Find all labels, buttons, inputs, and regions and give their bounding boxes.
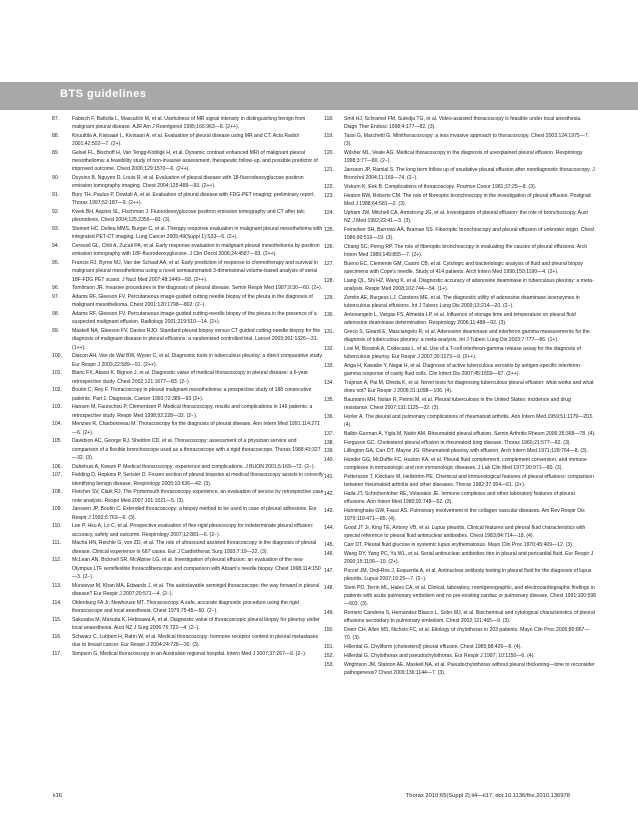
reference-number: 117. bbox=[52, 650, 62, 657]
reference-item bbox=[52, 599, 324, 615]
reference-text: Diacon AH, Van de Wal BW, Wyser C, et al. Diagnostic tools in tuberculous pleurisy: a direct comparative study. Eur Respir J 2003;22:589—91. (2++). bbox=[72, 353, 323, 368]
reference-number: 124. bbox=[324, 209, 334, 216]
reference-text: Janssen JP, Boutin C. Extended thoracoscopy: a biopsy method to be used in case of pleural adhesions. Eur Respir J 1992;5:763—6. (3). bbox=[72, 506, 317, 521]
reference-text: Ceresoli GL, Chiti A, Zucali PA, et al. Early response evaluation in malignant pleural mesothelioma by positron emission tomography with 18F-fluorodeoxyglucose. J Clin Oncol 2006;24:4587—93. (2++). bbox=[72, 243, 320, 258]
reference-item bbox=[324, 115, 596, 131]
reference-item bbox=[324, 413, 596, 429]
reference-text: McLean AN, Bicknell SR, McAlpine LG, et al. Investigation of pleural effusion: an evaluation of the new Olympus LTF semiflexible thoracofiberscope and comparison with Abram's needle biopsy. Chest 1998;114:150—3. (2−). bbox=[72, 557, 321, 580]
reference-number: 136. bbox=[324, 413, 334, 420]
reference-text: Oldenburg FA Jr, Newhouse MT. Thoracoscopy. A safe, accurate diagnostic procedure using the rigid thoracoscope and local anesthesia. Chest 1979;75:45—50. (2−). bbox=[72, 599, 299, 614]
reference-item bbox=[324, 132, 596, 148]
reference-item bbox=[324, 328, 596, 344]
reference-text: Greco S, Girardi E, Masciangelo R, et al. Adenosine deaminase and interferon gamma measurements for the diagnosis of tuberculous pleurisy: a meta-analysis. Int J Tuberc Lung Dis 2003;7:777—86. (1+). bbox=[344, 328, 590, 343]
references-column-left bbox=[52, 115, 324, 658]
reference-number: 153. bbox=[324, 661, 334, 668]
reference-text: Sakuraba M, Masuda K, Hebisawa A, et al. Diagnostic value of thoracoscopic pleural biopsy for pleurisy under local anaesthesia. Aust NZ J Surg 2006;76:722—4. (2−). bbox=[72, 616, 320, 631]
reference-number: 87. bbox=[52, 116, 60, 122]
reference-item bbox=[324, 524, 596, 540]
reference-number: 88. bbox=[52, 133, 60, 139]
reference-text: Boutin C, Rey F. Thoracoscopy in pleural malignant mesothelioma: a prospective study of 188 consecutive patients. Part 1: Diagnosis. Cancer 1993;72:389—93 (2+). bbox=[72, 387, 312, 402]
reference-text: Kwek BH, Aquino SL, Fischman J. Fluorodeoxyglucose positron emission tomography and CT after talc pleurodesis. Chest 2004;125:2356—60. (3). bbox=[72, 209, 305, 224]
reference-text: Good JT Jr, King TE, Antony VB, et al. Lupus pleuritis. Clinical features and pleural fluid characteristics with special reference to pleural fluid antinuclear antibodies. Chest 1983;84:714—18. (4). bbox=[344, 525, 586, 540]
reference-item bbox=[324, 439, 596, 447]
reference-text: Viskum K, Enk B. Complications of thoracoscopy. Poumon Coeur 1981;37:25—8. (3). bbox=[344, 184, 537, 190]
reference-number: 102. bbox=[52, 387, 62, 394]
reference-text: Liang QL, Shi HZ, Wang K, et al. Diagnostic accuracy of adenosine deaminase in tuberculous pleurisy: a meta-analysis. Respir Med 2008;102:744—54. (1+). bbox=[344, 277, 594, 292]
reference-number: 133. bbox=[324, 362, 334, 369]
reference-text: Fielding D, Hopkins P, Serisier D. Frozen section of pleural biopsies at medical thoracoscopy assists in correctly identifying benign disease. Respirology 2005;10:636—42. (3). bbox=[72, 472, 324, 487]
reference-text: Carr DT. Pleural fluid glucose in systemic lupus erythematosus. Mayo Clin Proc 1970;45:409—12. (3). bbox=[344, 542, 574, 549]
reference-number: 142. bbox=[324, 491, 334, 498]
reference-number: 114. bbox=[52, 599, 62, 606]
reference-item bbox=[52, 488, 324, 504]
reference-number: 110. bbox=[52, 523, 62, 530]
reference-item bbox=[52, 420, 324, 436]
section-header-bar bbox=[0, 82, 638, 110]
reference-text: Bueno EC, Clemente GM, Castro CB, et al. Cytologic and bacteriologic analysis of fluid and pleural biopsy specimens with Cope's needle. Study of 414 patients. Arch Intern Med 1990;150:1190—4. (2+). bbox=[344, 260, 583, 275]
reference-item bbox=[324, 473, 596, 489]
reference-number: 97. bbox=[52, 294, 60, 301]
reference-item bbox=[52, 539, 324, 555]
reference-item bbox=[324, 396, 596, 412]
reference-text: Romero Candeira S, Hernandez Blasco L, Soler MJ, et al. Biochemical and cytological characteristics of pleural effusions secondary to pulmonary embolism. Chest 2002;121:465—9. (3). bbox=[344, 610, 595, 625]
reference-number: 147. bbox=[324, 567, 334, 574]
reference-item bbox=[324, 507, 596, 523]
reference-number: 130. bbox=[324, 311, 334, 318]
reference-item bbox=[52, 633, 324, 649]
reference-item bbox=[52, 463, 324, 471]
reference-number: 132. bbox=[324, 345, 334, 352]
reference-number: 146. bbox=[324, 550, 334, 557]
reference-text: Tassi G, Marchetti G. Minithoracoscopy: a less invasive approach to thoracoscopy. Chest 2003;124:1975—7. (3). bbox=[344, 133, 590, 148]
reference-text: Hillerdal G. Chylothorax and pseudochylothorax. Eur Respir J 1997; 10:1150—6. (4). bbox=[344, 652, 535, 659]
reference-text: Knuuttila A, Kivisaari L, Kivisaari A, et al. Evaluation of pleural disease using MR and CT. Acta Radiol 2001;42:502—7. (2+). bbox=[72, 133, 299, 148]
reference-number: 122. bbox=[324, 184, 334, 190]
reference-number: 94. bbox=[52, 243, 60, 250]
reference-number: 150. bbox=[324, 627, 334, 634]
reference-number: 143. bbox=[324, 508, 334, 515]
reference-item bbox=[52, 284, 324, 292]
reference-text: Hansen M, Faurschou P, Clementsen P. Medical thoracoscopy, results and complications in 146 patients: a retrospective study. Respir Med 1998;92:228—32. (2−). bbox=[72, 404, 313, 419]
reference-item bbox=[324, 345, 596, 361]
reference-text: Maskell NA, Gleeson FV, Davies RJO. Standard pleural biopsy versus CT guided cutting-needle biopsy for the diagnosis of malignant disease in pleural effusions: a randomised controlled trial. Lancet 2003;361:1326—31. (1++). bbox=[72, 328, 321, 351]
reference-item bbox=[52, 149, 324, 174]
reference-number: 141. bbox=[324, 474, 334, 481]
reference-number: 135. bbox=[324, 396, 334, 403]
reference-item bbox=[324, 379, 596, 395]
reference-item bbox=[52, 115, 324, 131]
reference-number: 128. bbox=[324, 277, 334, 284]
reference-text: Hillerdal G. Chyliform (cholesterol) pleural effusion. Chest 1985;88:426—8. (4). bbox=[344, 644, 522, 651]
reference-number: 151. bbox=[324, 644, 334, 651]
reference-number: 93. bbox=[52, 226, 60, 233]
reference-item bbox=[324, 447, 596, 455]
reference-item bbox=[324, 456, 596, 472]
reference-number: 104. bbox=[52, 421, 62, 428]
reference-item bbox=[52, 259, 324, 284]
reference-number: 138. bbox=[324, 439, 334, 446]
reference-text: Gelsel FL, Bischoff H, Van Tengg-Kobligk H, et al. Dynamic contrast enhanced MRI of malignant pleural mesothelioma: a feasibility study of non-invasive assessment, therapeutic follow-up, and possible predictor of improved outcome. Chest 2006;129:1570—6. (2++). bbox=[72, 150, 318, 173]
reference-number: 112. bbox=[52, 557, 62, 564]
reference-item bbox=[324, 626, 596, 642]
reference-text: Stein PD, Terrin ML, Hales CA, et al. Clinical, laboratory, roentgenographic, and electrocardiographic findings in patients with acute pulmonary embolism and no pre-existing cardiac or pulmonary disease. Chest 1991;100:598—603. (3). bbox=[344, 584, 596, 608]
reference-number: 89. bbox=[52, 150, 60, 156]
section-title: BTS guidelines bbox=[60, 88, 147, 100]
reference-item bbox=[52, 471, 324, 487]
reference-number: 127. bbox=[324, 260, 334, 267]
page-number: ii16 bbox=[53, 793, 63, 799]
reference-number: 129. bbox=[324, 294, 334, 301]
reference-number: 121. bbox=[324, 167, 334, 173]
reference-text: Pettersson T, Klockars M, Hellström PE. Chemical and immunological features of pleural effusions: comparison between rheumatoid arthritis and other diseases. Thorax 1982;37:354—61. (2+). bbox=[344, 474, 594, 489]
reference-text: Menzies R, Charbonneau M. Thoracoscopy for the diagnosis of pleural disease. Ann Intern Med 1991;114:271—6. (2+). bbox=[72, 421, 320, 436]
reference-item bbox=[52, 582, 324, 598]
reference-text: Blanc FX, Atassi K, Bignon J, et al. Diagnostic value of medical thoracoscopy in pleural disease: a 6-year retrospective study. Chest 2002;121:1677—83. (2−). bbox=[72, 370, 309, 385]
reference-text: Steinert HC, Dellea MMS, Burger C, et al. Therapy response evaluation in malignant pleural mesothelioma with integrated PET-CT imaging. Lung Cancer 2005;49(Suppl 1):S33—5. (2+). bbox=[72, 226, 323, 241]
reference-item bbox=[324, 643, 596, 651]
reference-number: 113. bbox=[52, 582, 62, 589]
reference-item bbox=[324, 567, 596, 583]
reference-item bbox=[52, 650, 324, 658]
reference-item bbox=[52, 369, 324, 385]
reference-text: Upham JW, Mitchell CA, Armstrong JG, et al. Investigation of pleural effusion: the role of bronchoscopy. Aust NZ J Med 1992;22:41—3. (3). bbox=[344, 209, 588, 224]
reference-text: Wrightson JM, Stanton AE, Maskell NA, et al. Pseudochylothorax without pleural thickening—time to reconsider pathogenesis? Chest 2009;136:1144—7. (3). bbox=[344, 661, 595, 676]
reference-item bbox=[52, 437, 324, 462]
reference-text: Ariga H, Kawabe Y, Nagai H, et al. Diagnosis of active tuberculous serositis by antigen-specific interferon-gamma response of cavity fluid cells. Clin Infect Dis 2007;45:1559—67. (2++). bbox=[344, 362, 582, 377]
reference-number: 95. bbox=[52, 260, 60, 267]
reference-text: Francis RJ, Byrne MJ, Van der Schaaf AA, et al. Early prediction of response to chemotherapy and survival in malignant pleural mesothelioma using a novel semiautomated 3-dimensional volume-based analysis of serial 18F-FDG PET scans. J Nucl Med 2007;48:1449—58. (2++). bbox=[72, 260, 318, 283]
reference-text: Dubehuis A, Kwezé P. Medical thoracoscopy: experience and complications. J BUON 2001;5:169—72. (2−). bbox=[72, 463, 315, 470]
reference-item bbox=[52, 522, 324, 538]
reference-item bbox=[52, 352, 324, 368]
reference-number: 140. bbox=[324, 457, 334, 464]
reference-text: Smit HJ, Schramel FM, Sutedja TG, et al. Video-assisted thoracoscopy is feasible under local anesthesia. Diagn Ther Endosc 1998;4:177—82. (3). bbox=[344, 116, 582, 131]
reference-text: Antonangelo L, Vargas FS, Almeida LP, et al. Influence of storage time and temperature on pleural fluid adenosine deaminase determination. Respirology 2006;11:488—92. (3). bbox=[344, 311, 576, 326]
reference-number: 123. bbox=[324, 192, 334, 199]
reference-text: Adams RF, Gleeson FV. Percutaneous image-guided cutting needle biopsy of the pleura in the diagnosis of malignant mesothelioma. Chest 2001;120:1798—802. (2−). bbox=[72, 294, 313, 309]
reference-number: 149. bbox=[324, 610, 334, 617]
reference-text: Feinsilver SH, Barrows AA, Braman SS. Fiberoptic bronchoscopy and pleural effusion of unknown origin. Chest 1986;90:516—19. (3). bbox=[344, 226, 595, 241]
reference-item bbox=[324, 243, 596, 259]
reference-text: Balbir-Gurman A, Yigla M, Nahir AM. Rheumatoid pleural effusion. Semin Arthritis Rheum 2006;35:368—78. (4). bbox=[344, 430, 596, 437]
reference-item bbox=[52, 310, 324, 326]
reference-number: 131. bbox=[324, 328, 334, 335]
reference-item bbox=[52, 242, 324, 258]
reference-text: Fletcher SV, Clark RJ. The Portsmouth thoracoscopy experience, an evaluation of service by retrospective case note analysis. Respir Med 2007;101:1021—5. (3). bbox=[72, 489, 324, 504]
reference-item bbox=[324, 661, 596, 677]
reference-number: 91. bbox=[52, 192, 60, 199]
reference-item bbox=[324, 584, 596, 609]
reference-number: 152. bbox=[324, 652, 334, 659]
reference-text: Hunninghake GW, Fauci AS. Pulmonary involvement in the collagen vascular diseases. Am Rev Respir Dis 1979;119:471—85. (4). bbox=[344, 508, 585, 523]
reference-item bbox=[52, 208, 324, 224]
reference-item bbox=[52, 386, 324, 402]
reference-text: Doerr CH, Allen MS, Nichols FC, et al. Etiology of chylothorax in 203 patients. Mayo Clin Proc 2005;80:867—70. (3). bbox=[344, 627, 590, 642]
reference-item bbox=[324, 490, 596, 506]
reference-number: 115. bbox=[52, 616, 62, 623]
reference-text: Baumann MH, Nolan R, Petrini M, et al. Pleural tuberculosis in the United States: incidence and drug resistance. Chest 2007;131:1125—32. (3). bbox=[344, 396, 571, 411]
reference-number: 120. bbox=[324, 150, 334, 156]
reference-item bbox=[324, 149, 596, 165]
reference-item bbox=[324, 430, 596, 438]
reference-text: Macha HN, Reichle G, von ZD, et al. The role of ultrasound assisted thoracoscopy in the diagnosis of pleural disease. Clinical experience in 687 cases. Eur J Cardiothorac Surg 1993;7:19—22. (3). bbox=[72, 540, 317, 555]
reference-text: Schwarz C, Lubbert H, Rahn W, et al. Medical thoracoscopy: hormone receptor content in pleural metastases due to breast cancer. Eur Respir J 2004;24:728—30. (3). bbox=[72, 633, 319, 648]
reference-text: Jansson JP, Ramlal S. The long term follow up of exudative pleural effusion after nondiagnostic thoracoscopy. J Bronchol 2004;11:169—74. (2−). bbox=[344, 167, 595, 182]
reference-number: 108. bbox=[52, 489, 62, 496]
reference-number: 134. bbox=[324, 379, 334, 386]
reference-text: Halla JT, Schrohenloher RE, Volanakis JE. Immune complexes and other laboratory features of pleural effusions. Ann Intern Med 1980;92:748—52. (3). bbox=[344, 491, 575, 506]
reference-item bbox=[324, 183, 596, 191]
reference-item bbox=[324, 609, 596, 625]
reference-text: Wang DY, Yang PC, Yu WL, et al. Serial antinuclear antibodies titre in pleural and pericardial fluid. Eur Respir J 2000;15:1106—10. (2+). bbox=[344, 550, 594, 566]
reference-text: Tomlinson JR. Invasive procedures in the diagnosis of pleural disease. Semin Respir Med 1987;9:30—60. (2+). bbox=[72, 285, 323, 292]
reference-number: 98. bbox=[52, 311, 60, 318]
reference-item bbox=[324, 311, 596, 327]
reference-item bbox=[324, 226, 596, 242]
reference-number: 144. bbox=[324, 525, 334, 532]
reference-number: 106. bbox=[52, 463, 62, 470]
reference-item bbox=[324, 166, 596, 182]
reference-text: Fabisch F, Battolla L, Mascalchi M, et al. Usefulness of MR signal intensity in distinguishing benign from malignant pleural disease. AJR Am J Roentgenol 1995;166:963—8. (2++). bbox=[72, 116, 306, 131]
reference-number: 126. bbox=[324, 243, 334, 250]
reference-number: 111. bbox=[52, 540, 62, 547]
reference-item bbox=[324, 294, 596, 310]
reference-item bbox=[52, 191, 324, 207]
reference-text: Lillington GA, Carr DT, Mayne JG. Rheumatoid pleurisy with effusion. Arch Intern Med 1971;128:764—8. (3). bbox=[344, 448, 588, 455]
reference-number: 99. bbox=[52, 328, 60, 335]
reference-text: Simpson G. Medical thoracoscopy in an Australian regional hospital. Intern Med J 2007;37:267—9. (2−). bbox=[72, 650, 307, 657]
reference-item bbox=[52, 225, 324, 241]
reference-text: Heaton RW, Roberts CM. The role of fibreoptic bronchoscopy in the investigation of pleural effusion. Postgrad Med J 1988;64:581—2. (3). bbox=[344, 192, 591, 207]
reference-text: Trajman A, Pai M, Dheda K, et al. Novel tests for diagnosing tuberculous pleural effusion: what works and what does not? Eur Respir J 2008;31:1098—106. (4). bbox=[344, 379, 594, 394]
reference-number: 101. bbox=[52, 370, 62, 377]
reference-number: 145. bbox=[324, 542, 334, 549]
reference-number: 139. bbox=[324, 448, 334, 455]
reference-item bbox=[324, 192, 596, 208]
reference-text: Davidson AC, George RJ, Sheldon CD, et al. Thoracoscopy: assessment of a physician service and comparison of a flexible bronchoscope used as a thoracoscope with a rigid thoracoscope. Thorax 1988;43:327—32. (3). bbox=[72, 438, 321, 461]
reference-text: Losi M, Bossink A, Codecasa L, et al. Use of a T-cell interferon-gamma release assay for the diagnosis of tuberculous pleurisy. Eur Respir J 2007;30:1173—9. (2++). bbox=[344, 345, 581, 360]
reference-text: Hunder GG, McDuffie FC, Huston KA, et al. Pleural fluid complement, complement conversion, and immune complexes in immunologic and non immunologic diseases. J Lab Clin Med 1977;90:971—80. (3). bbox=[344, 457, 587, 472]
reference-text: Duysinx B, Nguyen D, Louis R, et al. Evaluation of pleural disease with 18-fluorodeoxyglucose positron emission tomography imaging. Chest 2004;125:489—93. (2++). bbox=[72, 175, 304, 190]
reference-number: 100. bbox=[52, 353, 62, 360]
reference-text: Chang SC, Perng RP. The role of fiberoptic bronchoscopy in evaluating the causes of pleural effusions. Arch Intern Med 1989;149:855—7. (2+). bbox=[344, 243, 588, 258]
reference-text: Porcel JM, Ordi-Ros J, Esquerda A, et al. Antinuclear antibody testing in pleural fluid for the diagnosis of lupus pleuritis. Lupus 2007;16:25—7. (2−). bbox=[344, 567, 592, 583]
reference-item bbox=[324, 277, 596, 293]
journal-citation: Thorax 2010;65(Suppl 2):ii4—ii17. doi:10.1136/thx.2010.136978 bbox=[405, 793, 570, 799]
reference-item bbox=[324, 260, 596, 276]
reference-item bbox=[52, 505, 324, 521]
reference-number: 119. bbox=[324, 133, 334, 139]
reference-number: 125. bbox=[324, 226, 334, 233]
reference-number: 105. bbox=[52, 438, 62, 445]
reference-item bbox=[52, 327, 324, 352]
reference-number: 137. bbox=[324, 430, 334, 437]
reference-text: Lee P, Hsu A, Lo C, et al. Prospective evaluation of flex-rigid pleuroscopy for indeterminate pleural effusion: accuracy, safety and outcome. Respirology 2007;12:881—6. (2−). bbox=[72, 523, 314, 538]
reference-text: Bury TH, Paulus P, Dowlati A, et al. Evaluation of pleural disease with FDG-PET imaging: preliminary report. Thorax 1997;52:187—9. (2++). bbox=[72, 192, 315, 207]
reference-number: 148. bbox=[324, 584, 334, 591]
reference-number: 118. bbox=[324, 116, 334, 122]
reference-text: Horler A. The pleural and pulmonary complications of rheumatoid arthritis. Ann Intern Med 1959;51:1179—203. (4). bbox=[344, 413, 594, 428]
reference-item bbox=[324, 209, 596, 225]
reference-item bbox=[52, 132, 324, 148]
reference-text: Adams RF, Gleeson FV. Percutaneous image-guided cutting-needle biopsy of the pleura in the presence of a suspected malignant effusion. Radiology 2001;219:510—14. (2+). bbox=[72, 311, 317, 326]
reference-number: 109. bbox=[52, 506, 62, 513]
reference-item bbox=[52, 293, 324, 309]
reference-number: 116. bbox=[52, 633, 62, 640]
reference-text: Zemlin AE, Burgess LJ, Carstens ME, et al. The diagnostic utility of adenosine deaminase isoenzymes in tuberculous pleural effusions. Int J Tuberc Lung Dis 2009;13:214—20. (2−). bbox=[344, 294, 580, 309]
reference-item bbox=[52, 616, 324, 632]
reference-text: Wilsher ML, Veale AG. Medical thoracoscopy in the diagnosis of unexplained pleural effusion. Respirology 1998;3:77—80. (2−). bbox=[344, 150, 583, 165]
reference-item bbox=[324, 652, 596, 660]
reference-number: 90. bbox=[52, 175, 60, 182]
reference-item bbox=[52, 556, 324, 581]
reference-item bbox=[324, 550, 596, 566]
reference-text: Ferguson GC. Cholesterol pleural effusion in rheumatoid lung disease. Thorax 1966;21:577—82. (3). bbox=[344, 439, 571, 446]
reference-number: 96. bbox=[52, 285, 60, 292]
reference-text: Munavvar M, Khan MA, Edwards J, et al. The autoclavable semirigid thoracoscope: the way forward in pleural disease? Eur Respir J 2007;29:571—4. (2−). bbox=[72, 582, 320, 597]
reference-number: 103. bbox=[52, 404, 62, 411]
reference-item bbox=[52, 403, 324, 419]
reference-item bbox=[324, 362, 596, 378]
references-column-right bbox=[324, 115, 596, 678]
page-footer bbox=[0, 791, 638, 805]
reference-item bbox=[52, 174, 324, 190]
reference-number: 92. bbox=[52, 209, 60, 216]
reference-number: 107. bbox=[52, 472, 62, 479]
reference-item bbox=[324, 541, 596, 549]
